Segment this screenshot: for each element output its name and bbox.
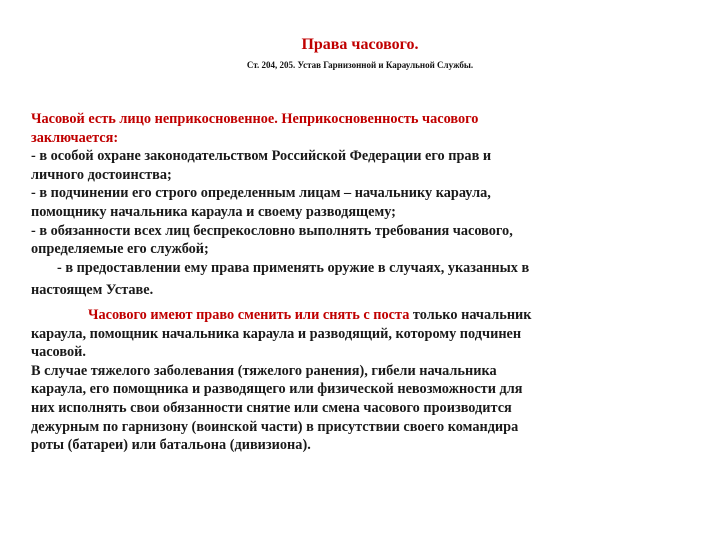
body-line: - в обязанности всех лиц беспрекословно выполнять требования часового, bbox=[31, 222, 513, 239]
paragraph-relief bbox=[31, 306, 671, 455]
body-line: - в подчинении его строго определенным лицам – начальнику караула, bbox=[31, 185, 491, 202]
body-line: В случае тяжелого заболевания (тяжелого ранения), гибели начальника bbox=[31, 362, 497, 379]
body-line: них исполнять свои обязанности снятие или смена часового производится bbox=[31, 399, 512, 416]
body-line: - в особой охране законодательством Российской Федерации его прав и bbox=[31, 148, 492, 165]
relief-emphasis: Часового имеют право сменить или снять с поста bbox=[88, 306, 410, 323]
slide-title: Права часового. bbox=[301, 36, 419, 53]
body-line: помощнику начальника караула и своему разводящему; bbox=[31, 203, 396, 220]
body-line: караула, его помощника и разводящего или физической невозможности для bbox=[31, 381, 523, 398]
body-line: роты (батареи) или батальона (дивизиона). bbox=[31, 437, 311, 454]
body-line: - в предоставлении ему права применять оружие в случаях, указанных в bbox=[57, 259, 530, 276]
body-line: дежурным по гарнизону (воинской части) в присутствии своего командира bbox=[31, 418, 519, 435]
body-line: настоящем Уставе. bbox=[31, 282, 154, 299]
body-line: караула, помощник начальника караула и разводящий, которому подчинен bbox=[31, 325, 522, 342]
slide-body bbox=[31, 110, 671, 455]
body-line: часовой. bbox=[31, 344, 86, 361]
relief-rest: только начальник bbox=[409, 306, 532, 323]
body-line: личного достоинства; bbox=[31, 166, 172, 183]
body-line: Часовой есть лицо неприкосновенное. Неприкосновенность часового bbox=[31, 111, 479, 127]
body-line: определяемые его службой; bbox=[31, 241, 209, 258]
slide-subtitle: Ст. 204, 205. Устав Гарнизонной и Караульной Службы. bbox=[246, 60, 474, 70]
body-line bbox=[31, 306, 671, 325]
paragraph-inviolability bbox=[31, 110, 671, 300]
body-line: заключается: bbox=[31, 129, 119, 146]
